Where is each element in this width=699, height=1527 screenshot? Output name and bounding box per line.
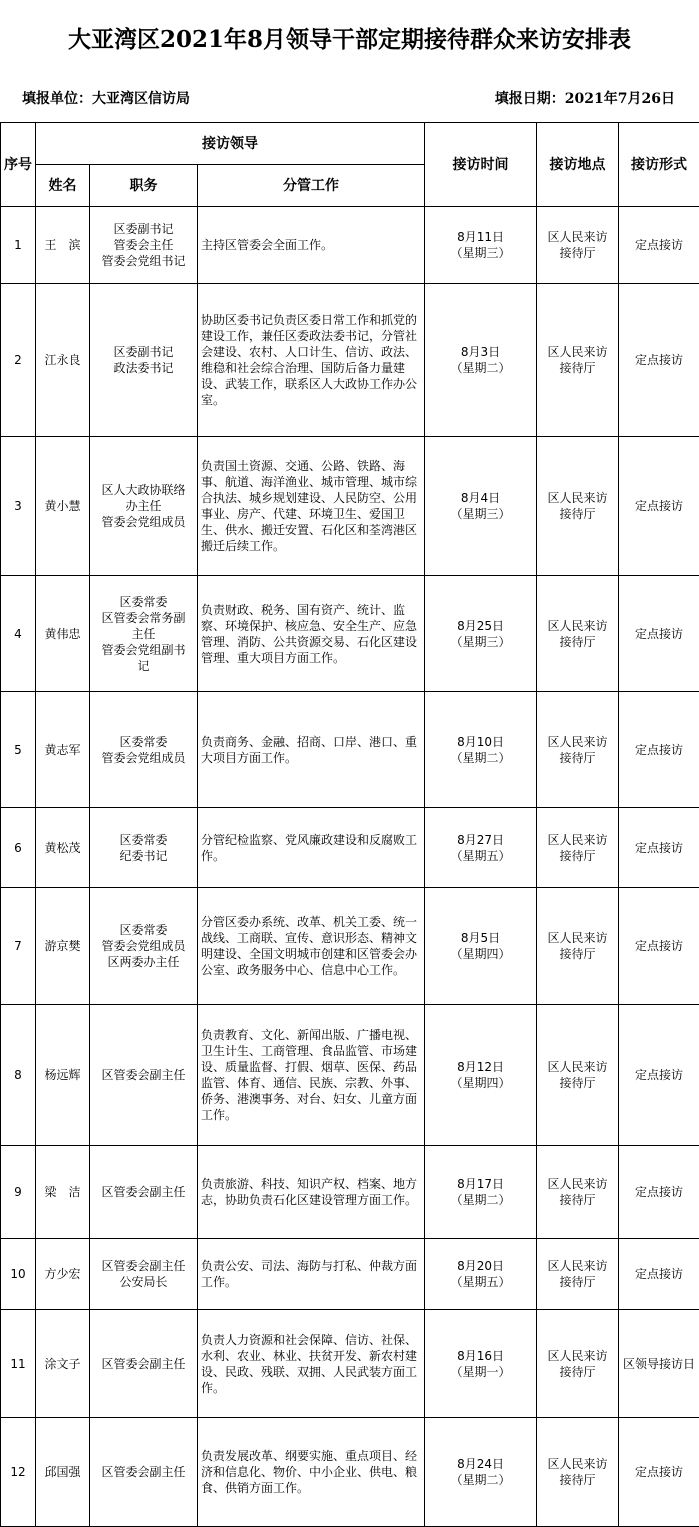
duties-cell: 负责人力资源和社会保障、信访、社保、水利、农业、林业、扶贫开发、新农村建设、民政、残联、双拥、人民武装方面工作。 — [198, 1310, 425, 1418]
position-cell — [90, 207, 198, 284]
name-cell: 杨远辉 — [36, 1005, 90, 1146]
place-cell — [537, 1005, 619, 1146]
form-cell: 定点接访 — [619, 808, 699, 888]
visit-date: 8月20日 — [427, 1258, 534, 1274]
position-cell — [90, 1310, 198, 1418]
seq-cell: 9 — [1, 1146, 36, 1239]
place-line: 区人民来访 — [539, 930, 616, 946]
place-line: 接待厅 — [539, 1075, 616, 1091]
name-cell: 方少宏 — [36, 1239, 90, 1310]
name-cell: 梁 洁 — [36, 1146, 90, 1239]
place-cell — [537, 284, 619, 437]
name-cell: 涂文子 — [36, 1310, 90, 1418]
table-row — [1, 437, 699, 576]
table-row — [1, 1310, 699, 1418]
name-cell: 黄志军 — [36, 692, 90, 808]
visit-weekday: （星期五） — [427, 1274, 534, 1290]
duties-cell: 负责公安、司法、海防与打私、仲裁方面工作。 — [198, 1239, 425, 1310]
time-cell — [425, 1239, 537, 1310]
header-position: 职务 — [90, 165, 198, 207]
form-cell: 定点接访 — [619, 207, 699, 284]
name-cell: 黄松茂 — [36, 808, 90, 888]
position-line: 区委副书记 — [92, 221, 195, 237]
place-line: 区人民来访 — [539, 1059, 616, 1075]
place-cell — [537, 437, 619, 576]
position-line: 区委常委 — [92, 594, 195, 610]
table-row — [1, 808, 699, 888]
position-line: 管委会党组成员 — [92, 750, 195, 766]
time-cell — [425, 207, 537, 284]
position-line: 办主任 — [92, 498, 195, 514]
visit-date: 8月24日 — [427, 1456, 534, 1472]
place-line: 区人民来访 — [539, 229, 616, 245]
place-cell — [537, 1310, 619, 1418]
filing-unit: 填报单位：大亚湾区信访局 — [22, 74, 190, 122]
form-cell: 定点接访 — [619, 888, 699, 1005]
seq-cell: 6 — [1, 808, 36, 888]
visit-date: 8月5日 — [427, 930, 534, 946]
duties-cell: 分管纪检监察、党风廉政建设和反腐败工作。 — [198, 808, 425, 888]
filing-date: 填报日期：2021年7月26日 — [495, 74, 675, 122]
position-line: 区管委会副主任 — [92, 1258, 195, 1274]
position-cell — [90, 888, 198, 1005]
seq-cell: 10 — [1, 1239, 36, 1310]
visit-date: 8月10日 — [427, 734, 534, 750]
table-row — [1, 692, 699, 808]
place-line: 区人民来访 — [539, 1176, 616, 1192]
visit-weekday: （星期三） — [427, 634, 534, 650]
position-line: 管委会党组副书 — [92, 642, 195, 658]
place-line: 接待厅 — [539, 750, 616, 766]
page-title: 大亚湾区2021年8月领导干部定期接待群众来访安排表 — [0, 0, 699, 74]
duties-cell: 负责发展改革、纲要实施、重点项目、经济和信息化、物价、中小企业、供电、粮食、供销方面工作。 — [198, 1418, 425, 1527]
form-cell: 定点接访 — [619, 1005, 699, 1146]
place-cell — [537, 692, 619, 808]
seq-cell: 11 — [1, 1310, 36, 1418]
place-line: 区人民来访 — [539, 832, 616, 848]
visit-date: 8月25日 — [427, 618, 534, 634]
position-line: 区管委会副主任 — [92, 1464, 195, 1480]
place-line: 区人民来访 — [539, 344, 616, 360]
place-cell — [537, 576, 619, 692]
position-line: 区管委会常务副 — [92, 610, 195, 626]
place-line: 区人民来访 — [539, 1348, 616, 1364]
form-cell: 定点接访 — [619, 284, 699, 437]
position-line: 区委副书记 — [92, 344, 195, 360]
place-line: 接待厅 — [539, 245, 616, 261]
table-body — [1, 207, 699, 1527]
position-cell — [90, 1418, 198, 1527]
place-line: 接待厅 — [539, 946, 616, 962]
position-cell — [90, 284, 198, 437]
form-cell: 定点接访 — [619, 1418, 699, 1527]
form-cell: 定点接访 — [619, 1239, 699, 1310]
place-line: 区人民来访 — [539, 1456, 616, 1472]
place-line: 接待厅 — [539, 1274, 616, 1290]
seq-cell: 2 — [1, 284, 36, 437]
position-line: 主任 — [92, 626, 195, 642]
duties-cell: 负责国土资源、交通、公路、铁路、海事、航道、海洋渔业、城市管理、城市综合执法、城乡规划建设、人民防空、公用事业、房产、代建、环境卫生、爱国卫生、供水、搬迁安置、石化区和荃湾港区搬迁后续工作。 — [198, 437, 425, 576]
header-place: 接访地点 — [537, 123, 619, 207]
time-cell — [425, 1146, 537, 1239]
position-cell — [90, 576, 198, 692]
position-cell — [90, 1146, 198, 1239]
visit-date: 8月17日 — [427, 1176, 534, 1192]
place-line: 接待厅 — [539, 1192, 616, 1208]
time-cell — [425, 692, 537, 808]
place-line: 区人民来访 — [539, 618, 616, 634]
visit-weekday: （星期三） — [427, 245, 534, 261]
position-cell — [90, 437, 198, 576]
position-line: 公安局长 — [92, 1274, 195, 1290]
duties-cell: 协助区委书记负责区委日常工作和抓党的建设工作，兼任区委政法委书记，分管社会建设、农村、人口计生、信访、政法、维稳和社会综合治理、国防后备力量建设、武装工作，联系区人大政协工作办公室。 — [198, 284, 425, 437]
position-line: 区两委办主任 — [92, 954, 195, 970]
name-cell: 黄伟忠 — [36, 576, 90, 692]
place-line: 接待厅 — [539, 1364, 616, 1380]
table-row — [1, 1418, 699, 1527]
header-name: 姓名 — [36, 165, 90, 207]
position-line: 区委常委 — [92, 734, 195, 750]
position-line: 政法委书记 — [92, 360, 195, 376]
table-row — [1, 576, 699, 692]
visit-weekday: （星期二） — [427, 1192, 534, 1208]
visit-weekday: （星期三） — [427, 506, 534, 522]
time-cell — [425, 1418, 537, 1527]
position-line: 管委会主任 — [92, 237, 195, 253]
form-cell: 区领导接访日 — [619, 1310, 699, 1418]
seq-cell: 1 — [1, 207, 36, 284]
table-row — [1, 1146, 699, 1239]
schedule-table — [0, 122, 699, 1527]
time-cell — [425, 808, 537, 888]
time-cell — [425, 437, 537, 576]
place-line: 接待厅 — [539, 634, 616, 650]
seq-cell: 3 — [1, 437, 36, 576]
place-cell — [537, 207, 619, 284]
table-row — [1, 284, 699, 437]
form-cell: 定点接访 — [619, 1146, 699, 1239]
header-form: 接访形式 — [619, 123, 699, 207]
time-cell — [425, 1005, 537, 1146]
visit-date: 8月16日 — [427, 1348, 534, 1364]
seq-cell: 4 — [1, 576, 36, 692]
table-row — [1, 207, 699, 284]
visit-weekday: （星期四） — [427, 946, 534, 962]
position-line: 区委常委 — [92, 922, 195, 938]
name-cell: 游京樊 — [36, 888, 90, 1005]
visit-date: 8月12日 — [427, 1059, 534, 1075]
header-time: 接访时间 — [425, 123, 537, 207]
place-line: 接待厅 — [539, 360, 616, 376]
place-line: 区人民来访 — [539, 490, 616, 506]
place-line: 区人民来访 — [539, 1258, 616, 1274]
name-cell: 黄小慧 — [36, 437, 90, 576]
position-cell — [90, 1005, 198, 1146]
header-leader-group: 接访领导 — [36, 123, 425, 165]
seq-cell: 5 — [1, 692, 36, 808]
place-line: 接待厅 — [539, 1472, 616, 1488]
form-cell: 定点接访 — [619, 576, 699, 692]
position-line: 区管委会副主任 — [92, 1356, 195, 1372]
place-line: 接待厅 — [539, 848, 616, 864]
position-line: 区管委会副主任 — [92, 1067, 195, 1083]
visit-date: 8月4日 — [427, 490, 534, 506]
seq-cell: 8 — [1, 1005, 36, 1146]
duties-cell: 负责财政、税务、国有资产、统计、监察、环境保护、核应急、安全生产、应急管理、消防、公共资源交易、石化区建设管理、重大项目方面工作。 — [198, 576, 425, 692]
place-line: 接待厅 — [539, 506, 616, 522]
visit-weekday: （星期四） — [427, 1075, 534, 1091]
seq-cell: 12 — [1, 1418, 36, 1527]
position-cell — [90, 692, 198, 808]
form-cell: 定点接访 — [619, 692, 699, 808]
position-line: 区人大政协联络 — [92, 482, 195, 498]
table-row — [1, 1239, 699, 1310]
header-seq: 序号 — [1, 123, 36, 207]
place-cell — [537, 1146, 619, 1239]
time-cell — [425, 284, 537, 437]
position-line: 纪委书记 — [92, 848, 195, 864]
visit-date: 8月3日 — [427, 344, 534, 360]
place-cell — [537, 888, 619, 1005]
position-cell — [90, 1239, 198, 1310]
position-line: 区委常委 — [92, 832, 195, 848]
duties-cell: 负责旅游、科技、知识产权、档案、地方志，协助负责石化区建设管理方面工作。 — [198, 1146, 425, 1239]
duties-cell: 主持区管委会全面工作。 — [198, 207, 425, 284]
name-cell: 王 滨 — [36, 207, 90, 284]
position-line: 管委会党组成员 — [92, 938, 195, 954]
visit-date: 8月11日 — [427, 229, 534, 245]
place-cell — [537, 1239, 619, 1310]
visit-weekday: （星期一） — [427, 1364, 534, 1380]
position-line: 区管委会副主任 — [92, 1184, 195, 1200]
position-cell — [90, 808, 198, 888]
duties-cell: 分管区委办系统、改革、机关工委、统一战线、工商联、宣传、意识形态、精神文明建设、全国文明城市创建和区管委会办公室、政务服务中心、信息中心工作。 — [198, 888, 425, 1005]
visit-weekday: （星期五） — [427, 848, 534, 864]
position-line: 记 — [92, 658, 195, 674]
header-duties: 分管工作 — [198, 165, 425, 207]
position-line: 管委会党组成员 — [92, 514, 195, 530]
table-row — [1, 1005, 699, 1146]
form-cell: 定点接访 — [619, 437, 699, 576]
time-cell — [425, 1310, 537, 1418]
seq-cell: 7 — [1, 888, 36, 1005]
duties-cell: 负责商务、金融、招商、口岸、港口、重大项目方面工作。 — [198, 692, 425, 808]
time-cell — [425, 576, 537, 692]
time-cell — [425, 888, 537, 1005]
name-cell: 江永良 — [36, 284, 90, 437]
place-line: 区人民来访 — [539, 734, 616, 750]
position-line: 管委会党组书记 — [92, 253, 195, 269]
table-row — [1, 888, 699, 1005]
visit-weekday: （星期二） — [427, 750, 534, 766]
visit-date: 8月27日 — [427, 832, 534, 848]
visit-weekday: （星期二） — [427, 360, 534, 376]
place-cell — [537, 1418, 619, 1527]
name-cell: 邱国强 — [36, 1418, 90, 1527]
place-cell — [537, 808, 619, 888]
visit-weekday: （星期二） — [427, 1472, 534, 1488]
duties-cell: 负责教育、文化、新闻出版、广播电视、卫生计生、工商管理、食品监管、市场建设、质量监督、打假、烟草、医保、药品监管、体育、通信、民族、宗教、外事、侨务、港澳事务、对台、妇女、儿童方面工作。 — [198, 1005, 425, 1146]
